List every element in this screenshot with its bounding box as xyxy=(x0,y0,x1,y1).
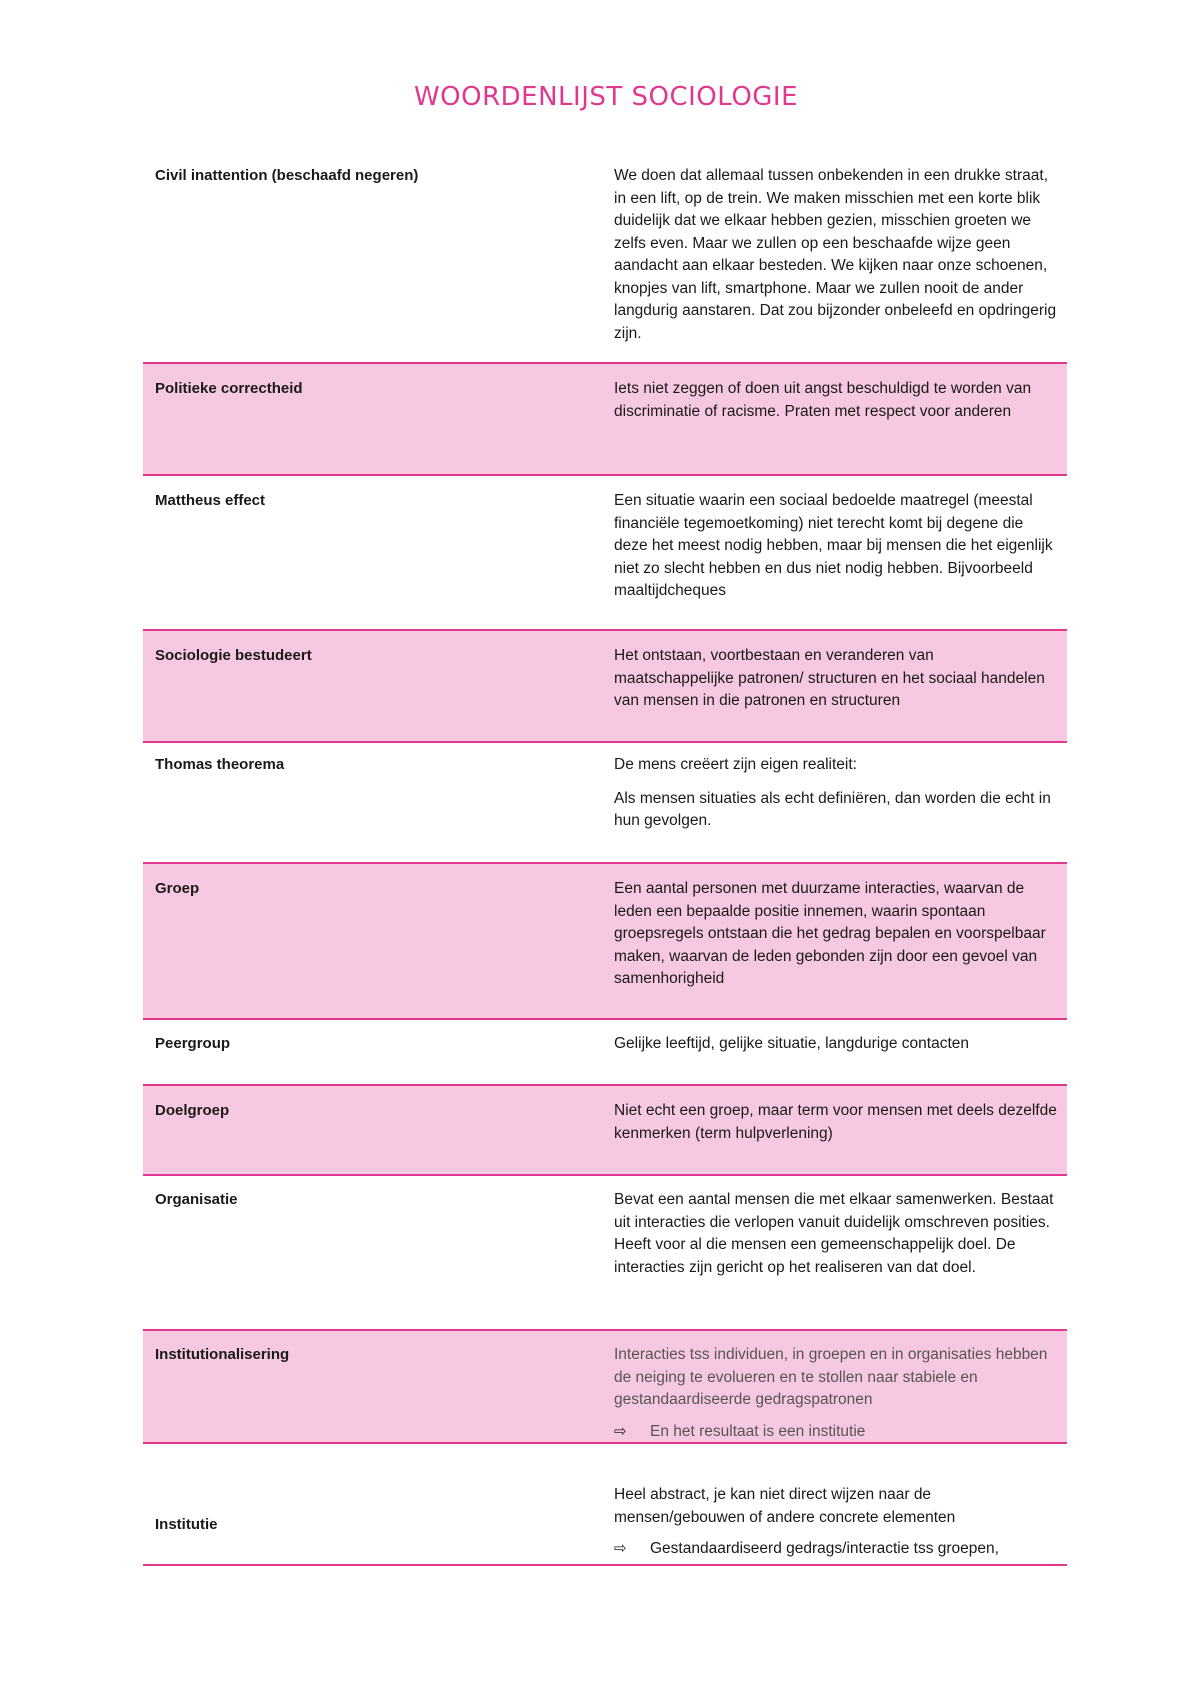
term-cell: Sociologie bestudeert xyxy=(155,647,312,664)
term-cell: Civil inattention (beschaafd negeren) xyxy=(155,167,419,184)
definition-text: We doen dat allemaal tussen onbekenden in een drukke straat, in een lift, op de trein. We maken misschien met een korte blik duidelijk dat we elkaar hebben gezien, misschien groeten we zelfs even. Maar we zullen op een beschaafde wijze geen aandacht aan elkaar besteden. We kijken naar onze schoenen, knopjes van lift, smartphone. Maar we zullen nooit de ander langdurig aanstaren. Dat zou bijzonder onbeleefd en opdringerig zijn. xyxy=(614,167,1057,342)
arrow-right-icon: ⇨ xyxy=(614,1422,627,1440)
term-cell: Peergroup xyxy=(155,1035,231,1052)
definition-text: Iets niet zeggen of doen uit angst beschuldigd te worden van discriminatie of racisme. Praten met respect voor anderen xyxy=(614,380,1032,420)
term-cell: Doelgroep xyxy=(155,1102,230,1119)
term-cell: Thomas theorema xyxy=(155,756,285,773)
bullet-item xyxy=(614,1421,1057,1444)
table-row xyxy=(143,864,1067,1020)
definition-cell xyxy=(614,165,1067,362)
table-row xyxy=(143,1444,1067,1566)
term-cell: Politieke correctheid xyxy=(155,380,303,397)
table-row xyxy=(143,364,1067,476)
table-row xyxy=(143,150,1067,364)
table-row xyxy=(143,631,1067,743)
page-title: WOORDENLIJST SOCIOLOGIE xyxy=(413,82,799,112)
definition-cell xyxy=(614,378,1067,474)
definition-text: Een aantal personen met duurzame interacties, waarvan de leden een bepaalde positie innemen, waarin spontaan groepsregels ontstaan die het gedrag bepalen en voorspelbaar maken, waarvan de leden gebonden zijn door een gevoel van samenhorigheid xyxy=(614,880,1046,987)
bullet-text: Gestandaardiseerd gedrags/interactie tss groepen, xyxy=(650,1540,999,1557)
term-text: Institutie xyxy=(155,1516,218,1533)
table-row xyxy=(143,1176,1067,1331)
bullet-text: En het resultaat is een institutie xyxy=(650,1422,866,1440)
definition-text: Interacties tss individuen, in groepen en in organisaties hebben de neiging te evolueren en te stollen naar stabiele en gestandaardiseerde gedragspatronen xyxy=(614,1346,1048,1408)
definition-text: Niet echt een groep, maar term voor mensen met deels dezelfde kenmerken (term hulpverlening) xyxy=(614,1102,1057,1142)
term-cell: Mattheus effect xyxy=(155,492,266,509)
definition-text: Het ontstaan, voortbestaan en veranderen van maatschappelijke patronen/ structuren en het sociaal handelen van mensen in die patronen en structuren xyxy=(614,647,1045,709)
definition-text: Heel abstract, je kan niet direct wijzen naar de mensen/gebouwen of andere concrete elementen xyxy=(614,1486,956,1526)
term-cell xyxy=(143,1484,614,1564)
definition-cell xyxy=(614,1100,1067,1174)
term-cell: Organisatie xyxy=(155,1191,238,1208)
glossary-table xyxy=(143,150,1067,1566)
definition-cell xyxy=(614,754,1067,862)
term-cell: Groep xyxy=(155,880,200,897)
definition-text: De mens creëert zijn eigen realiteit: xyxy=(614,756,857,773)
table-row xyxy=(143,1086,1067,1176)
definition-cell xyxy=(614,1344,1067,1442)
definition-cell xyxy=(614,878,1067,1018)
definition-text: Als mensen situaties als echt definiëren, dan worden die echt in hun gevolgen. xyxy=(614,789,1051,829)
table-row xyxy=(143,1020,1067,1086)
term-cell: Institutionalisering xyxy=(155,1346,290,1363)
definition-cell xyxy=(614,490,1067,629)
table-row xyxy=(143,1331,1067,1444)
definition-text: Bevat een aantal mensen die met elkaar samenwerken. Bestaat uit interacties die verlopen vanuit duidelijk omschreven posities. Heeft voor al die mensen een gemeenschappelijk doel. De interacties zijn gericht op het realiseren van dat doel. xyxy=(614,1191,1054,1276)
definition-cell xyxy=(614,645,1067,741)
definition-text: Een situatie waarin een sociaal bedoelde maatregel (meestal financiële tegemoetkoming) niet terecht komt bij degene die deze het meest nodig hebben, maar bij mensen die het eigenlijk niet zo slecht hebben en dus niet nodig hebben. Bijvoorbeeld maaltijdcheques xyxy=(614,492,1053,599)
arrow-right-icon: ⇨ xyxy=(614,1540,627,1557)
definition-cell xyxy=(614,1033,1067,1084)
definition-cell xyxy=(614,1189,1067,1329)
table-row xyxy=(143,476,1067,631)
bullet-item xyxy=(614,1538,1057,1561)
definition-cell xyxy=(614,1484,1067,1564)
table-row xyxy=(143,743,1067,864)
definition-text: Gelijke leeftijd, gelijke situatie, langdurige contacten xyxy=(614,1035,969,1052)
